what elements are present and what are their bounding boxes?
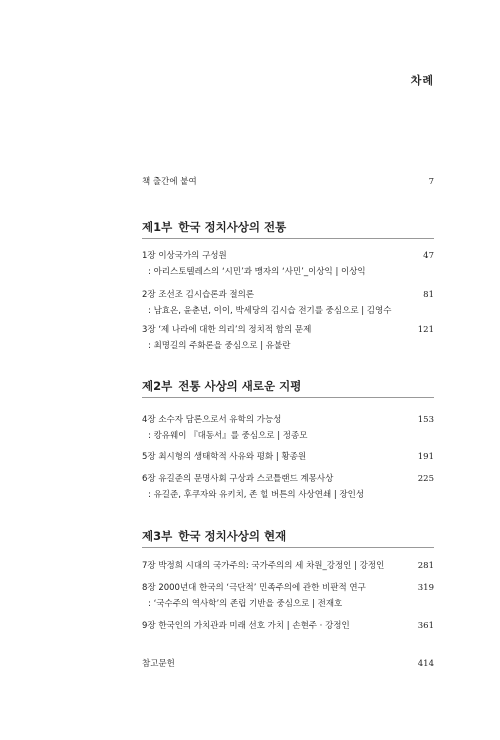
chapter-title: 2장 조선조 김시습론과 절의론	[142, 290, 255, 300]
chapter-title: 3장 ‘제 나라에 대한 의리’의 정치적 함의 문제	[142, 325, 312, 335]
toc-entry-references	[142, 658, 434, 670]
part-divider	[142, 397, 434, 398]
toc-page-number: 414	[417, 659, 434, 669]
chapter-subtitle: : ‘국수주의 역사학’의 존립 기반을 중심으로 | 전재호	[148, 599, 343, 609]
toc-page-number: 121	[417, 325, 434, 335]
part-title: 한국 정치사상의 전통	[178, 220, 287, 234]
chapter-title: 7장 박정희 시대의 국가주의: 국가주의의 세 차원_강정인 | 강정인	[142, 561, 385, 571]
toc-entry-chapter-7	[142, 560, 434, 572]
toc-entry-chapter-4	[142, 414, 434, 426]
toc-page-number: 7	[428, 177, 434, 187]
chapter-subtitle: : 유길준, 후쿠자와 유키치, 존 힐 버튼의 사상연쇄 | 장인성	[148, 490, 365, 500]
toc-entry-title: 참고문헌	[142, 659, 175, 669]
toc-entry-title: 책 출간에 붙여	[142, 177, 197, 187]
toc-entry-chapter-1	[142, 250, 434, 262]
chapter-title: 5장 최시형의 생태학적 사유와 평화 | 황종원	[142, 452, 307, 462]
toc-page-number: 47	[423, 251, 434, 261]
part-number: 제3부	[142, 529, 173, 543]
chapter-title: 8장 2000년대 한국의 ‘극단적’ 민족주의에 관한 비판적 연구	[142, 583, 366, 593]
chapter-subtitle: : 캉유웨이 『대동서』를 중심으로 | 정종모	[148, 431, 308, 441]
toc-page-number: 153	[417, 415, 434, 425]
toc-entry-chapter-8	[142, 582, 434, 594]
chapter-subtitle: : 아리스토텔레스의 ‘시민’과 맹자의 ‘사민’_이상익 | 이상익	[148, 267, 366, 277]
chapter-title: 1장 이상국가의 구성원	[142, 251, 227, 261]
toc-entry-chapter-2	[142, 289, 434, 301]
toc-page-number: 281	[417, 561, 434, 571]
toc-page-number: 225	[417, 474, 434, 484]
part-divider	[142, 238, 434, 239]
part-divider	[142, 547, 434, 548]
toc-entry-chapter-6	[142, 473, 434, 485]
part-number: 제2부	[142, 379, 173, 393]
chapter-title: 9장 한국인의 가치관과 미래 선호 가치 | 손현주 · 강정인	[142, 621, 350, 631]
chapter-subtitle: : 남효온, 윤춘년, 이이, 박세당의 김시습 전기를 중심으로 | 김영수	[148, 306, 392, 316]
toc-page-number: 319	[417, 583, 434, 593]
toc-entry-chapter-5	[142, 451, 434, 463]
toc-page-number: 361	[417, 621, 434, 631]
part-heading-2	[142, 378, 434, 394]
page-title: 차례	[410, 74, 434, 87]
toc-page-number: 191	[417, 452, 434, 462]
toc-entry-chapter-3	[142, 324, 434, 336]
chapter-title: 4장 소수자 담론으로서 유학의 가능성	[142, 415, 282, 425]
chapter-subtitle: : 최명길의 주화론을 중심으로 | 유불란	[148, 341, 291, 351]
chapter-title: 6장 유길준의 문명사회 구상과 스코틀랜드 계몽사상	[142, 474, 334, 484]
part-title: 한국 정치사상의 현재	[178, 529, 287, 543]
part-number: 제1부	[142, 220, 173, 234]
toc-page-number: 81	[423, 290, 434, 300]
part-heading-1	[142, 219, 434, 235]
toc-entry-chapter-9	[142, 620, 434, 632]
part-title: 전통 사상의 새로운 지평	[178, 379, 302, 393]
toc-entry-preface	[142, 176, 434, 188]
part-heading-3	[142, 528, 434, 544]
